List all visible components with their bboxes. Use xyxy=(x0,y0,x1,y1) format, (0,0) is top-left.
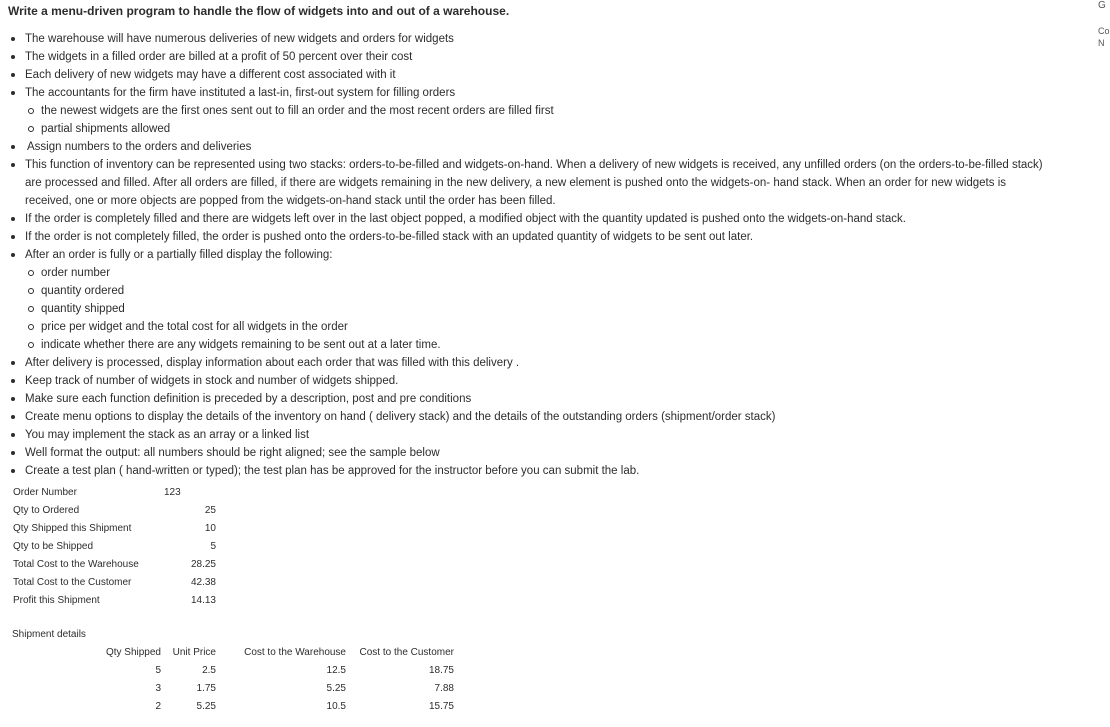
bullet-function-description: Make sure each function definition is preceded by a description, post and pre conditions xyxy=(25,390,1055,408)
side-panel-letter: Co xyxy=(1098,26,1110,36)
sub-quantity-shipped: quantity shipped xyxy=(41,300,125,318)
title: Write a menu-driven program to handle the flow of widgets into and out of a warehouse. xyxy=(8,4,510,18)
bullet-not-completely-filled: If the order is not completely filled, the order is pushed onto the orders-to-be-filled stack with an updated quantity of widgets to be sent out later. xyxy=(25,228,1055,246)
summary-label: Total Cost to the Customer xyxy=(13,577,132,588)
shipment-cell: 15.75 xyxy=(428,701,454,712)
side-panel-letter: N xyxy=(1098,38,1105,48)
shipment-header: Cost to the Warehouse xyxy=(244,647,346,658)
shipment-header: Cost to the Customer xyxy=(359,647,454,658)
bullet-stack-implementation: You may implement the stack as an array or a linked list xyxy=(25,426,1055,444)
shipment-header: Unit Price xyxy=(172,647,216,658)
sub-order-number: order number xyxy=(41,264,110,282)
bullet-lifo: The accountants for the firm have instituted a last-in, first-out system for filling orders xyxy=(25,84,1055,102)
bullet-test-plan: Create a test plan ( hand-written or typed); the test plan has be approved for the instructor before you can submit the lab. xyxy=(25,462,1055,480)
summary-label: Total Cost to the Warehouse xyxy=(13,559,139,570)
sub-quantity-ordered: quantity ordered xyxy=(41,282,124,300)
shipment-cell: 3 xyxy=(155,683,161,694)
shipment-cell: 12.5 xyxy=(326,665,346,676)
shipment-cell: 5.25 xyxy=(196,701,216,712)
bullet-deliveries: The warehouse will have numerous deliveries of new widgets and orders for widgets xyxy=(25,30,1055,48)
bullet-format-output: Well format the output: all numbers should be right aligned; see the sample below xyxy=(25,444,1055,462)
order-number-label: Order Number xyxy=(13,487,77,498)
shipment-cell: 2.5 xyxy=(202,665,216,676)
bullet-profit: The widgets in a filled order are billed at a profit of 50 percent over their cost xyxy=(25,48,1055,66)
bullet-completely-filled: If the order is completely filled and there are widgets left over in the last object popped, a modified object with the quantity updated is pushed onto the widgets-on-hand stack. xyxy=(25,210,1055,228)
shipment-heading: Shipment details xyxy=(12,629,86,640)
summary-label: Qty to be Shipped xyxy=(13,541,94,552)
summary-label: Qty to Ordered xyxy=(13,505,80,516)
shipment-cell: 7.88 xyxy=(434,683,454,694)
sub-remaining-widgets: indicate whether there are any widgets remaining to be sent out at a later time. xyxy=(41,336,441,354)
summary-value: 10 xyxy=(204,523,216,534)
summary-label: Qty Shipped this Shipment xyxy=(13,523,132,534)
bullet-display-following: After an order is fully or a partially filled display the following: xyxy=(25,246,1055,264)
side-panel-letter: G xyxy=(1098,0,1106,11)
bullet-assign-numbers: Assign numbers to the orders and deliveries xyxy=(27,138,1057,156)
summary-value: 5 xyxy=(210,541,216,552)
shipment-cell: 5 xyxy=(155,665,161,676)
bullet-menu-options: Create menu options to display the details of the inventory on hand ( delivery stack) and the details of the outstanding orders (shipment/order stack) xyxy=(25,408,1055,426)
shipment-cell: 5.25 xyxy=(326,683,346,694)
shipment-cell: 2 xyxy=(155,701,161,712)
summary-value: 42.38 xyxy=(190,577,216,588)
order-number-value: 123 xyxy=(164,487,181,498)
shipment-header: Qty Shipped xyxy=(105,647,161,658)
summary-value: 25 xyxy=(204,505,216,516)
bullet-delivery-cost: Each delivery of new widgets may have a different cost associated with it xyxy=(25,66,1055,84)
sub-partial-shipments: partial shipments allowed xyxy=(41,120,170,138)
bullet-after-delivery: After delivery is processed, display information about each order that was filled with this delivery . xyxy=(25,354,1055,372)
shipment-cell: 10.5 xyxy=(326,701,346,712)
summary-label: Profit this Shipment xyxy=(13,595,100,606)
bullet-two-stacks: This function of inventory can be represented using two stacks: orders-to-be-filled and widgets-on-hand. When a delivery of new widgets is received, any unfilled orders (on the orders-to-be-filled stack) are processed and filled. After all orders are filled, if there are widgets remaining in the new delivery, a new element is pushed onto the widgets-on- hand stack. When an order for new widgets is received, one or more objects are popped from the widgets-on-hand stack until the order has been filled. xyxy=(25,156,1050,210)
summary-value: 28.25 xyxy=(190,559,216,570)
sub-price-per-widget: price per widget and the total cost for all widgets in the order xyxy=(41,318,348,336)
bullet-track-stock: Keep track of number of widgets in stock and number of widgets shipped. xyxy=(25,372,1055,390)
summary-value: 14.13 xyxy=(190,595,216,606)
shipment-cell: 18.75 xyxy=(428,665,454,676)
shipment-cell: 1.75 xyxy=(196,683,216,694)
sub-newest-widgets: the newest widgets are the first ones sent out to fill an order and the most recent orders are filled first xyxy=(41,102,554,120)
